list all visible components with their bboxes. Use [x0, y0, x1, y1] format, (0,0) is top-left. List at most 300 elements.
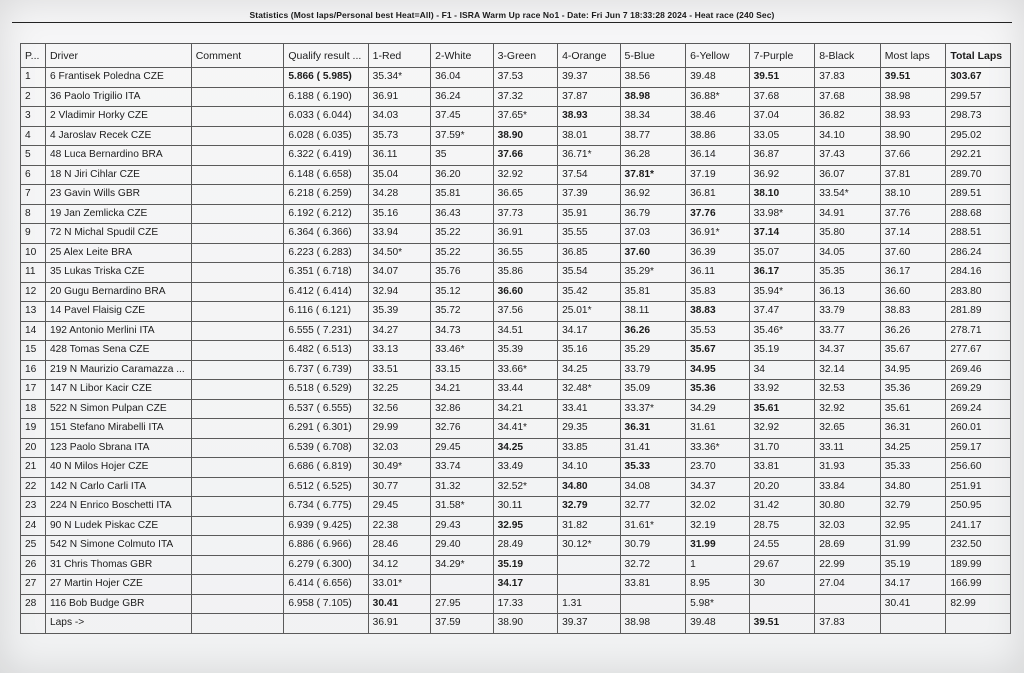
lane-cell	[749, 594, 815, 614]
table-row	[21, 302, 1011, 322]
lane-cell: 37.56	[493, 302, 558, 322]
lane-cell: 33.84	[815, 477, 881, 497]
most-laps-cell: 35.33	[880, 458, 946, 478]
lane-cell: 35.19	[749, 341, 815, 361]
lane-cell: 35.81	[620, 282, 686, 302]
lane-cell: 38.11	[620, 302, 686, 322]
position-cell: 18	[21, 399, 46, 419]
lane-cell: 37.47	[749, 302, 815, 322]
lane-cell: 34.37	[686, 477, 750, 497]
lane-cell: 34.80	[558, 477, 620, 497]
lane-cell	[815, 594, 881, 614]
comment-cell	[191, 341, 284, 361]
lane-cell: 35.55	[558, 224, 620, 244]
lane-cell: 32.56	[368, 399, 430, 419]
lane-cell: 8.95	[686, 575, 750, 595]
lane-cell: 36.71*	[558, 146, 620, 166]
lane-cell: 38.83	[686, 302, 750, 322]
lane-cell: 36.07	[815, 165, 881, 185]
qualify-cell: 5.866 ( 5.985)	[284, 68, 368, 88]
most-laps-cell: 37.60	[880, 243, 946, 263]
lane-cell: 34.28	[368, 185, 430, 205]
lane-cell: 33.66*	[493, 360, 558, 380]
lane-cell: 35.22	[431, 224, 493, 244]
table-row	[21, 360, 1011, 380]
driver-cell: 19 Jan Zemlicka CZE	[45, 204, 191, 224]
position-cell: 22	[21, 477, 46, 497]
lane-cell: 33.54*	[815, 185, 881, 205]
lane-cell: 32.95	[493, 516, 558, 536]
position-cell: 14	[21, 321, 46, 341]
comment-cell	[191, 146, 284, 166]
most-laps-cell: 38.98	[880, 87, 946, 107]
most-laps-cell: 32.95	[880, 516, 946, 536]
total-laps-cell: 289.51	[946, 185, 1011, 205]
lane-cell: 33.44	[493, 380, 558, 400]
driver-cell: 36 Paolo Trigilio ITA	[45, 87, 191, 107]
lane-cell: 34.17	[493, 575, 558, 595]
total-laps-cell: 260.01	[946, 419, 1011, 439]
lane-cell: 32.14	[815, 360, 881, 380]
table-row	[21, 87, 1011, 107]
lane-cell: 22.99	[815, 555, 881, 575]
lane-cell: 37.66	[493, 146, 558, 166]
qualify-cell: 6.734 ( 6.775)	[284, 497, 368, 517]
lane-cell: 34.51	[493, 321, 558, 341]
comment-cell	[191, 419, 284, 439]
qualify-cell: 6.116 ( 6.121)	[284, 302, 368, 322]
most-laps-cell: 36.31	[880, 419, 946, 439]
lane-cell: 32.25	[368, 380, 430, 400]
lane-cell: 29.67	[749, 555, 815, 575]
total-laps-cell: 284.16	[946, 263, 1011, 283]
total-laps-cell: 277.67	[946, 341, 1011, 361]
lane-cell: 37.19	[686, 165, 750, 185]
lane-cell: 29.45	[368, 497, 430, 517]
lane-cell: 35.72	[431, 302, 493, 322]
driver-cell: 142 N Carlo Carli ITA	[45, 477, 191, 497]
driver-cell: 224 N Enrico Boschetti ITA	[45, 497, 191, 517]
lane-cell: 27.95	[431, 594, 493, 614]
lane-cell: 33.37*	[620, 399, 686, 419]
lane-cell: 36.91*	[686, 224, 750, 244]
table-row	[21, 380, 1011, 400]
lane-cell: 30.11	[493, 497, 558, 517]
comment-cell	[191, 263, 284, 283]
column-header: Total Laps	[946, 44, 1011, 68]
position-cell: 11	[21, 263, 46, 283]
lane-cell: 38.01	[558, 126, 620, 146]
lane-cell: 35.29	[620, 341, 686, 361]
total-laps-cell: 278.71	[946, 321, 1011, 341]
lane-cell: 32.52*	[493, 477, 558, 497]
position-cell: 20	[21, 438, 46, 458]
qualify-cell: 6.364 ( 6.366)	[284, 224, 368, 244]
qualify-cell: 6.737 ( 6.739)	[284, 360, 368, 380]
position-cell: 13	[21, 302, 46, 322]
lane-cell: 36.55	[493, 243, 558, 263]
most-laps-cell: 38.93	[880, 107, 946, 127]
lane-cell: 32.79	[558, 497, 620, 517]
lane-cell: 32.92	[815, 399, 881, 419]
table-row	[21, 477, 1011, 497]
lane-cell: 33.74	[431, 458, 493, 478]
empty-cell	[191, 614, 284, 634]
lane-cell: 38.46	[686, 107, 750, 127]
lane-cell: 33.77	[815, 321, 881, 341]
most-laps-cell: 37.66	[880, 146, 946, 166]
lane-cell: 33.49	[493, 458, 558, 478]
lane-cell: 39.51	[749, 68, 815, 88]
statistics-table	[20, 43, 1011, 634]
table-row	[21, 107, 1011, 127]
lane-cell: 34.37	[815, 341, 881, 361]
empty-cell	[946, 614, 1011, 634]
position-cell: 4	[21, 126, 46, 146]
driver-cell: 25 Alex Leite BRA	[45, 243, 191, 263]
table-row	[21, 575, 1011, 595]
lane-cell: 32.65	[815, 419, 881, 439]
qualify-cell: 6.028 ( 6.035)	[284, 126, 368, 146]
footer-lane-cell: 38.98	[620, 614, 686, 634]
lane-cell: 32.03	[815, 516, 881, 536]
lane-cell: 35.61	[749, 399, 815, 419]
driver-cell: 6 Frantisek Poledna CZE	[45, 68, 191, 88]
comment-cell	[191, 458, 284, 478]
lane-cell: 29.35	[558, 419, 620, 439]
lane-cell: 32.92	[749, 419, 815, 439]
most-laps-cell: 35.36	[880, 380, 946, 400]
lane-cell: 32.77	[620, 497, 686, 517]
lane-cell: 32.48*	[558, 380, 620, 400]
qualify-cell: 6.192 ( 6.212)	[284, 204, 368, 224]
lane-cell: 34.25	[493, 438, 558, 458]
table-row	[21, 146, 1011, 166]
driver-cell: 90 N Ludek Piskac CZE	[45, 516, 191, 536]
position-cell: 6	[21, 165, 46, 185]
qualify-cell: 6.223 ( 6.283)	[284, 243, 368, 263]
lane-cell: 33.13	[368, 341, 430, 361]
lane-cell: 33.98*	[749, 204, 815, 224]
lane-cell: 33.92	[749, 380, 815, 400]
comment-cell	[191, 380, 284, 400]
lane-cell: 38.10	[749, 185, 815, 205]
lane-cell: 34.08	[620, 477, 686, 497]
total-laps-cell: 288.68	[946, 204, 1011, 224]
footer-lane-cell: 37.83	[815, 614, 881, 634]
comment-cell	[191, 321, 284, 341]
lane-cell: 35.81	[431, 185, 493, 205]
qualify-cell: 6.555 ( 7.231)	[284, 321, 368, 341]
lane-cell: 35.67	[686, 341, 750, 361]
driver-cell: 219 N Maurizio Caramazza ...	[45, 360, 191, 380]
lane-cell: 32.86	[431, 399, 493, 419]
lane-cell: 35.12	[431, 282, 493, 302]
comment-cell	[191, 126, 284, 146]
total-laps-cell: 289.70	[946, 165, 1011, 185]
lane-cell: 33.85	[558, 438, 620, 458]
lane-cell: 34.05	[815, 243, 881, 263]
most-laps-cell: 35.19	[880, 555, 946, 575]
lane-cell: 34	[749, 360, 815, 380]
lane-cell: 33.05	[749, 126, 815, 146]
position-cell: 27	[21, 575, 46, 595]
lane-cell: 35.94*	[749, 282, 815, 302]
lane-cell: 38.56	[620, 68, 686, 88]
comment-cell	[191, 204, 284, 224]
most-laps-cell: 36.26	[880, 321, 946, 341]
table-row	[21, 555, 1011, 575]
qualify-cell: 6.291 ( 6.301)	[284, 419, 368, 439]
lane-cell: 34.25	[558, 360, 620, 380]
driver-cell: 2 Vladimir Horky CZE	[45, 107, 191, 127]
comment-cell	[191, 360, 284, 380]
lane-cell: 35.39	[493, 341, 558, 361]
lane-cell: 34.21	[493, 399, 558, 419]
lane-cell: 33.94	[368, 224, 430, 244]
lane-cell: 33.01*	[368, 575, 430, 595]
comment-cell	[191, 438, 284, 458]
footer-lane-cell: 38.90	[493, 614, 558, 634]
lane-cell: 35.04	[368, 165, 430, 185]
table-row	[21, 68, 1011, 88]
comment-cell	[191, 516, 284, 536]
lane-cell: 37.54	[558, 165, 620, 185]
lane-cell: 37.87	[558, 87, 620, 107]
comment-cell	[191, 536, 284, 556]
total-laps-cell: 166.99	[946, 575, 1011, 595]
lane-cell: 37.76	[686, 204, 750, 224]
lane-cell: 32.53	[815, 380, 881, 400]
total-laps-cell: 299.57	[946, 87, 1011, 107]
lane-cell: 37.68	[749, 87, 815, 107]
lane-cell: 36.11	[368, 146, 430, 166]
total-laps-cell: 256.60	[946, 458, 1011, 478]
comment-cell	[191, 302, 284, 322]
table-row	[21, 165, 1011, 185]
qualify-cell: 6.279 ( 6.300)	[284, 555, 368, 575]
qualify-cell: 6.188 ( 6.190)	[284, 87, 368, 107]
lane-cell: 34.10	[815, 126, 881, 146]
lane-cell: 33.81	[749, 458, 815, 478]
most-laps-cell: 30.41	[880, 594, 946, 614]
column-header: 4-Orange	[558, 44, 620, 68]
driver-cell: 27 Martin Hojer CZE	[45, 575, 191, 595]
lane-cell	[620, 594, 686, 614]
driver-cell: 18 N Jiri Cihlar CZE	[45, 165, 191, 185]
table-row	[21, 419, 1011, 439]
most-laps-cell: 37.81	[880, 165, 946, 185]
footer-lane-cell: 39.37	[558, 614, 620, 634]
position-cell: 17	[21, 380, 46, 400]
lane-cell: 34.29*	[431, 555, 493, 575]
most-laps-cell: 35.61	[880, 399, 946, 419]
total-laps-cell: 241.17	[946, 516, 1011, 536]
lane-cell: 38.34	[620, 107, 686, 127]
lane-cell: 35.29*	[620, 263, 686, 283]
most-laps-cell: 32.79	[880, 497, 946, 517]
lane-cell: 34.29	[686, 399, 750, 419]
lane-cell: 35.07	[749, 243, 815, 263]
lane-cell: 31.93	[815, 458, 881, 478]
position-cell: 5	[21, 146, 46, 166]
position-cell: 1	[21, 68, 46, 88]
table-row	[21, 341, 1011, 361]
lane-cell: 30.80	[815, 497, 881, 517]
lane-cell: 37.04	[749, 107, 815, 127]
lane-cell: 1	[686, 555, 750, 575]
lane-cell: 31.70	[749, 438, 815, 458]
most-laps-cell: 39.51	[880, 68, 946, 88]
lane-cell: 38.93	[558, 107, 620, 127]
lane-cell: 35.53	[686, 321, 750, 341]
qualify-cell: 6.412 ( 6.414)	[284, 282, 368, 302]
lane-cell: 37.59*	[431, 126, 493, 146]
most-laps-cell: 37.14	[880, 224, 946, 244]
lane-cell	[431, 575, 493, 595]
lane-cell: 31.82	[558, 516, 620, 536]
most-laps-cell: 34.17	[880, 575, 946, 595]
lane-cell: 36.17	[749, 263, 815, 283]
lane-cell: 34.50*	[368, 243, 430, 263]
position-cell: 28	[21, 594, 46, 614]
total-laps-cell: 251.91	[946, 477, 1011, 497]
lane-cell: 37.60	[620, 243, 686, 263]
lane-cell: 32.94	[368, 282, 430, 302]
lane-cell: 17.33	[493, 594, 558, 614]
lane-cell: 36.24	[431, 87, 493, 107]
lane-cell: 36.39	[686, 243, 750, 263]
qualify-cell: 6.351 ( 6.718)	[284, 263, 368, 283]
lane-cell: 36.92	[620, 185, 686, 205]
lane-cell: 36.04	[431, 68, 493, 88]
qualify-cell: 6.958 ( 7.105)	[284, 594, 368, 614]
lane-cell: 36.91	[368, 87, 430, 107]
lane-cell: 33.81	[620, 575, 686, 595]
lane-cell: 36.79	[620, 204, 686, 224]
lane-cell: 31.32	[431, 477, 493, 497]
comment-cell	[191, 555, 284, 575]
lane-cell: 36.87	[749, 146, 815, 166]
driver-cell: 20 Gugu Bernardino BRA	[45, 282, 191, 302]
qualify-cell: 6.482 ( 6.513)	[284, 341, 368, 361]
driver-cell: 428 Tomas Sena CZE	[45, 341, 191, 361]
total-laps-cell: 281.89	[946, 302, 1011, 322]
column-header: 1-Red	[368, 44, 430, 68]
position-cell: 24	[21, 516, 46, 536]
lane-cell: 33.79	[620, 360, 686, 380]
footer-label-cell: Laps ->	[45, 614, 191, 634]
qualify-cell: 6.686 ( 6.819)	[284, 458, 368, 478]
lane-cell: 34.10	[558, 458, 620, 478]
total-laps-cell: 269.46	[946, 360, 1011, 380]
qualify-cell: 6.414 ( 6.656)	[284, 575, 368, 595]
lane-cell: 36.31	[620, 419, 686, 439]
total-laps-cell: 298.73	[946, 107, 1011, 127]
lane-cell: 29.99	[368, 419, 430, 439]
lane-cell: 30.41	[368, 594, 430, 614]
lane-cell: 27.04	[815, 575, 881, 595]
lane-cell: 36.81	[686, 185, 750, 205]
driver-cell: 123 Paolo Sbrana ITA	[45, 438, 191, 458]
driver-cell: 4 Jaroslav Recek CZE	[45, 126, 191, 146]
most-laps-cell: 37.76	[880, 204, 946, 224]
lane-cell: 35.91	[558, 204, 620, 224]
lane-cell: 36.13	[815, 282, 881, 302]
lane-cell: 36.60	[493, 282, 558, 302]
lane-cell: 31.41	[620, 438, 686, 458]
column-header: 6-Yellow	[686, 44, 750, 68]
position-cell: 23	[21, 497, 46, 517]
lane-cell: 20.20	[749, 477, 815, 497]
lane-cell: 35.39	[368, 302, 430, 322]
lane-cell: 28.75	[749, 516, 815, 536]
lane-cell: 35.16	[558, 341, 620, 361]
total-laps-cell: 269.24	[946, 399, 1011, 419]
lane-cell: 34.17	[558, 321, 620, 341]
comment-cell	[191, 594, 284, 614]
qualify-cell: 6.218 ( 6.259)	[284, 185, 368, 205]
lane-cell: 29.45	[431, 438, 493, 458]
comment-cell	[191, 107, 284, 127]
lane-cell: 31.99	[686, 536, 750, 556]
lane-cell: 35.73	[368, 126, 430, 146]
lane-cell: 30.49*	[368, 458, 430, 478]
lane-cell: 37.03	[620, 224, 686, 244]
most-laps-cell: 35.67	[880, 341, 946, 361]
lane-cell: 32.72	[620, 555, 686, 575]
lane-cell: 35	[431, 146, 493, 166]
lane-cell: 32.92	[493, 165, 558, 185]
total-laps-cell: 292.21	[946, 146, 1011, 166]
lane-cell: 32.19	[686, 516, 750, 536]
position-cell: 16	[21, 360, 46, 380]
lane-cell: 34.03	[368, 107, 430, 127]
lane-cell: 36.82	[815, 107, 881, 127]
driver-cell: 542 N Simone Colmuto ITA	[45, 536, 191, 556]
lane-cell: 30.77	[368, 477, 430, 497]
lane-cell: 31.42	[749, 497, 815, 517]
qualify-cell: 6.148 ( 6.658)	[284, 165, 368, 185]
comment-cell	[191, 165, 284, 185]
lane-cell: 28.49	[493, 536, 558, 556]
table-row	[21, 243, 1011, 263]
comment-cell	[191, 224, 284, 244]
lane-cell: 38.98	[620, 87, 686, 107]
qualify-cell: 6.886 ( 6.966)	[284, 536, 368, 556]
most-laps-cell: 38.90	[880, 126, 946, 146]
driver-cell: 35 Lukas Triska CZE	[45, 263, 191, 283]
lane-cell: 35.33	[620, 458, 686, 478]
lane-cell: 37.73	[493, 204, 558, 224]
comment-cell	[191, 243, 284, 263]
lane-cell: 32.76	[431, 419, 493, 439]
total-laps-cell: 303.67	[946, 68, 1011, 88]
driver-cell: 522 N Simon Pulpan CZE	[45, 399, 191, 419]
lane-cell: 37.53	[493, 68, 558, 88]
table-row	[21, 536, 1011, 556]
lane-cell: 34.07	[368, 263, 430, 283]
lane-cell: 36.11	[686, 263, 750, 283]
lane-cell: 37.39	[558, 185, 620, 205]
lane-cell: 35.34*	[368, 68, 430, 88]
total-laps-cell: 283.80	[946, 282, 1011, 302]
position-cell: 3	[21, 107, 46, 127]
lane-cell: 22.38	[368, 516, 430, 536]
comment-cell	[191, 399, 284, 419]
lane-cell: 1.31	[558, 594, 620, 614]
table-row	[21, 497, 1011, 517]
